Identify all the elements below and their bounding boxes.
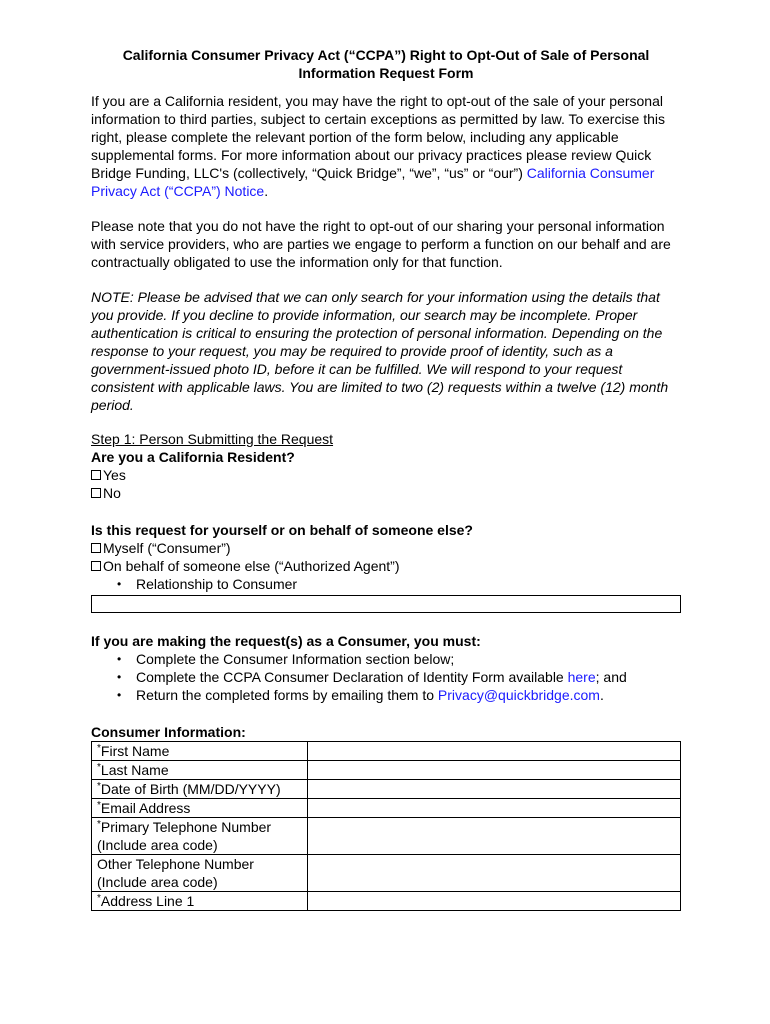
checkbox-agent[interactable] bbox=[91, 561, 101, 571]
consumer-info-table bbox=[91, 741, 681, 911]
bullet-icon: • bbox=[117, 688, 122, 702]
behalf-option-agent[interactable] bbox=[91, 557, 681, 575]
title-line-2: Information Request Form bbox=[298, 65, 474, 81]
required-marker: * bbox=[97, 893, 101, 904]
consumer-info-heading: Consumer Information: bbox=[91, 724, 246, 740]
table-row bbox=[92, 818, 681, 855]
address1-label bbox=[92, 892, 308, 911]
document-page bbox=[91, 46, 681, 911]
step1-section bbox=[91, 430, 681, 613]
requirement-item-2 bbox=[108, 668, 681, 686]
relationship-list bbox=[91, 575, 681, 593]
other-phone-label bbox=[92, 855, 308, 892]
other-phone-hint: (Include area code) bbox=[97, 874, 218, 890]
first-name-field[interactable] bbox=[308, 742, 681, 761]
required-marker: * bbox=[97, 762, 101, 773]
step1-heading: Step 1: Person Submitting the Request bbox=[91, 431, 334, 447]
intro-text: If you are a California resident, you may have the right to opt-out of the sale of your personal information to third parties, subject to certain exceptions as permitted by law. To exercise this right, please complete the relevant portion of the form below, including any applicable supplemental forms. For more information about our privacy practices please review Quick Bridge Funding, LLC's (collectively, “Quick Bridge”, “we”, “us” or “our”) bbox=[91, 93, 666, 181]
last-name-label bbox=[92, 761, 308, 780]
sharing-note-paragraph: Please note that you do not have the right to opt-out of our sharing your personal information with service providers, who are parties we engage to perform a function on our behalf and are contractually obligated to use the information only for that function. bbox=[91, 218, 671, 270]
intro-text-end: . bbox=[264, 183, 269, 199]
ccpa-notice-link[interactable]: California Consumer Privacy Act (“CCPA”) Notice bbox=[91, 165, 655, 199]
requirement-text-2-end: ; and bbox=[595, 669, 627, 685]
table-row bbox=[92, 892, 681, 911]
requirement-item-3 bbox=[108, 686, 681, 704]
required-marker: * bbox=[97, 819, 101, 830]
resident-question: Are you a California Resident? bbox=[91, 449, 295, 465]
consumer-requirements-section bbox=[91, 632, 681, 704]
privacy-email-link[interactable]: Privacy@quickbridge.com bbox=[437, 687, 600, 703]
resident-option-yes-label: Yes bbox=[103, 467, 126, 483]
consumer-info-section bbox=[91, 723, 681, 911]
checkbox-yes[interactable] bbox=[91, 470, 101, 480]
address1-field[interactable] bbox=[308, 892, 681, 911]
primary-phone-text: Primary Telephone Number bbox=[100, 819, 272, 835]
requirement-text-2: Complete the CCPA Consumer Declaration of Identity Form available bbox=[136, 669, 568, 685]
other-phone-text: Other Telephone Number bbox=[97, 856, 254, 872]
table-row bbox=[92, 780, 681, 799]
first-name-text: First Name bbox=[100, 743, 170, 759]
primary-phone-field[interactable] bbox=[308, 818, 681, 855]
required-marker: * bbox=[97, 800, 101, 811]
requirement-text-3-end: . bbox=[599, 687, 604, 703]
dob-label bbox=[92, 780, 308, 799]
email-label bbox=[92, 799, 308, 818]
resident-option-no[interactable] bbox=[91, 484, 681, 502]
consumer-requirements-heading: If you are making the request(s) as a Consumer, you must: bbox=[91, 633, 481, 649]
required-marker: * bbox=[97, 743, 101, 754]
last-name-field[interactable] bbox=[308, 761, 681, 780]
primary-phone-hint: (Include area code) bbox=[97, 837, 218, 853]
table-row bbox=[92, 761, 681, 780]
dob-field[interactable] bbox=[308, 780, 681, 799]
relationship-label: Relationship to Consumer bbox=[136, 576, 298, 592]
requirement-text-1: Complete the Consumer Information section below; bbox=[136, 651, 455, 667]
page-title bbox=[91, 46, 681, 82]
table-row bbox=[92, 799, 681, 818]
resident-option-no-label: No bbox=[103, 485, 121, 501]
behalf-option-agent-label: On behalf of someone else (“Authorized Agent”) bbox=[103, 558, 400, 574]
relationship-item bbox=[108, 575, 681, 593]
checkbox-myself[interactable] bbox=[91, 543, 101, 553]
behalf-option-myself[interactable] bbox=[91, 539, 681, 557]
bullet-icon: • bbox=[117, 670, 122, 684]
email-field[interactable] bbox=[308, 799, 681, 818]
behalf-option-myself-label: Myself (“Consumer”) bbox=[103, 540, 231, 556]
first-name-label bbox=[92, 742, 308, 761]
bullet-icon: • bbox=[117, 577, 122, 591]
required-marker: * bbox=[97, 781, 101, 792]
relationship-input[interactable] bbox=[91, 595, 681, 613]
primary-phone-label bbox=[92, 818, 308, 855]
table-row bbox=[92, 855, 681, 892]
table-row bbox=[92, 742, 681, 761]
intro-paragraph bbox=[91, 92, 681, 200]
last-name-text: Last Name bbox=[100, 762, 169, 778]
checkbox-no[interactable] bbox=[91, 488, 101, 498]
italic-note-paragraph: NOTE: Please be advised that we can only search for your information using the details that you provide. If you decline to provide information, our search may be incomplete. Proper authentication is critical to ensuring the protection of personal information. Depending on the response to your request, you may be required to provide proof of identity, such as a government-issued photo ID, before it can be fulfilled. We will respond to your request consistent with applicable laws. You are limited to two (2) requests within a twelve (12) month period. bbox=[91, 289, 669, 413]
email-text: Email Address bbox=[100, 800, 191, 816]
requirement-text-3: Return the completed forms by emailing them to bbox=[136, 687, 438, 703]
address1-text: Address Line 1 bbox=[100, 893, 195, 909]
dob-text: Date of Birth (MM/DD/YYYY) bbox=[100, 781, 281, 797]
declaration-form-link[interactable]: here bbox=[567, 669, 596, 685]
requirement-item-1 bbox=[108, 650, 681, 668]
other-phone-field[interactable] bbox=[308, 855, 681, 892]
resident-option-yes[interactable] bbox=[91, 466, 681, 484]
behalf-question: Is this request for yourself or on behalf of someone else? bbox=[91, 522, 473, 538]
consumer-requirements-list bbox=[91, 650, 681, 704]
bullet-icon: • bbox=[117, 652, 122, 666]
title-line-1: California Consumer Privacy Act (“CCPA”) Right to Opt-Out of Sale of Personal bbox=[122, 47, 650, 63]
